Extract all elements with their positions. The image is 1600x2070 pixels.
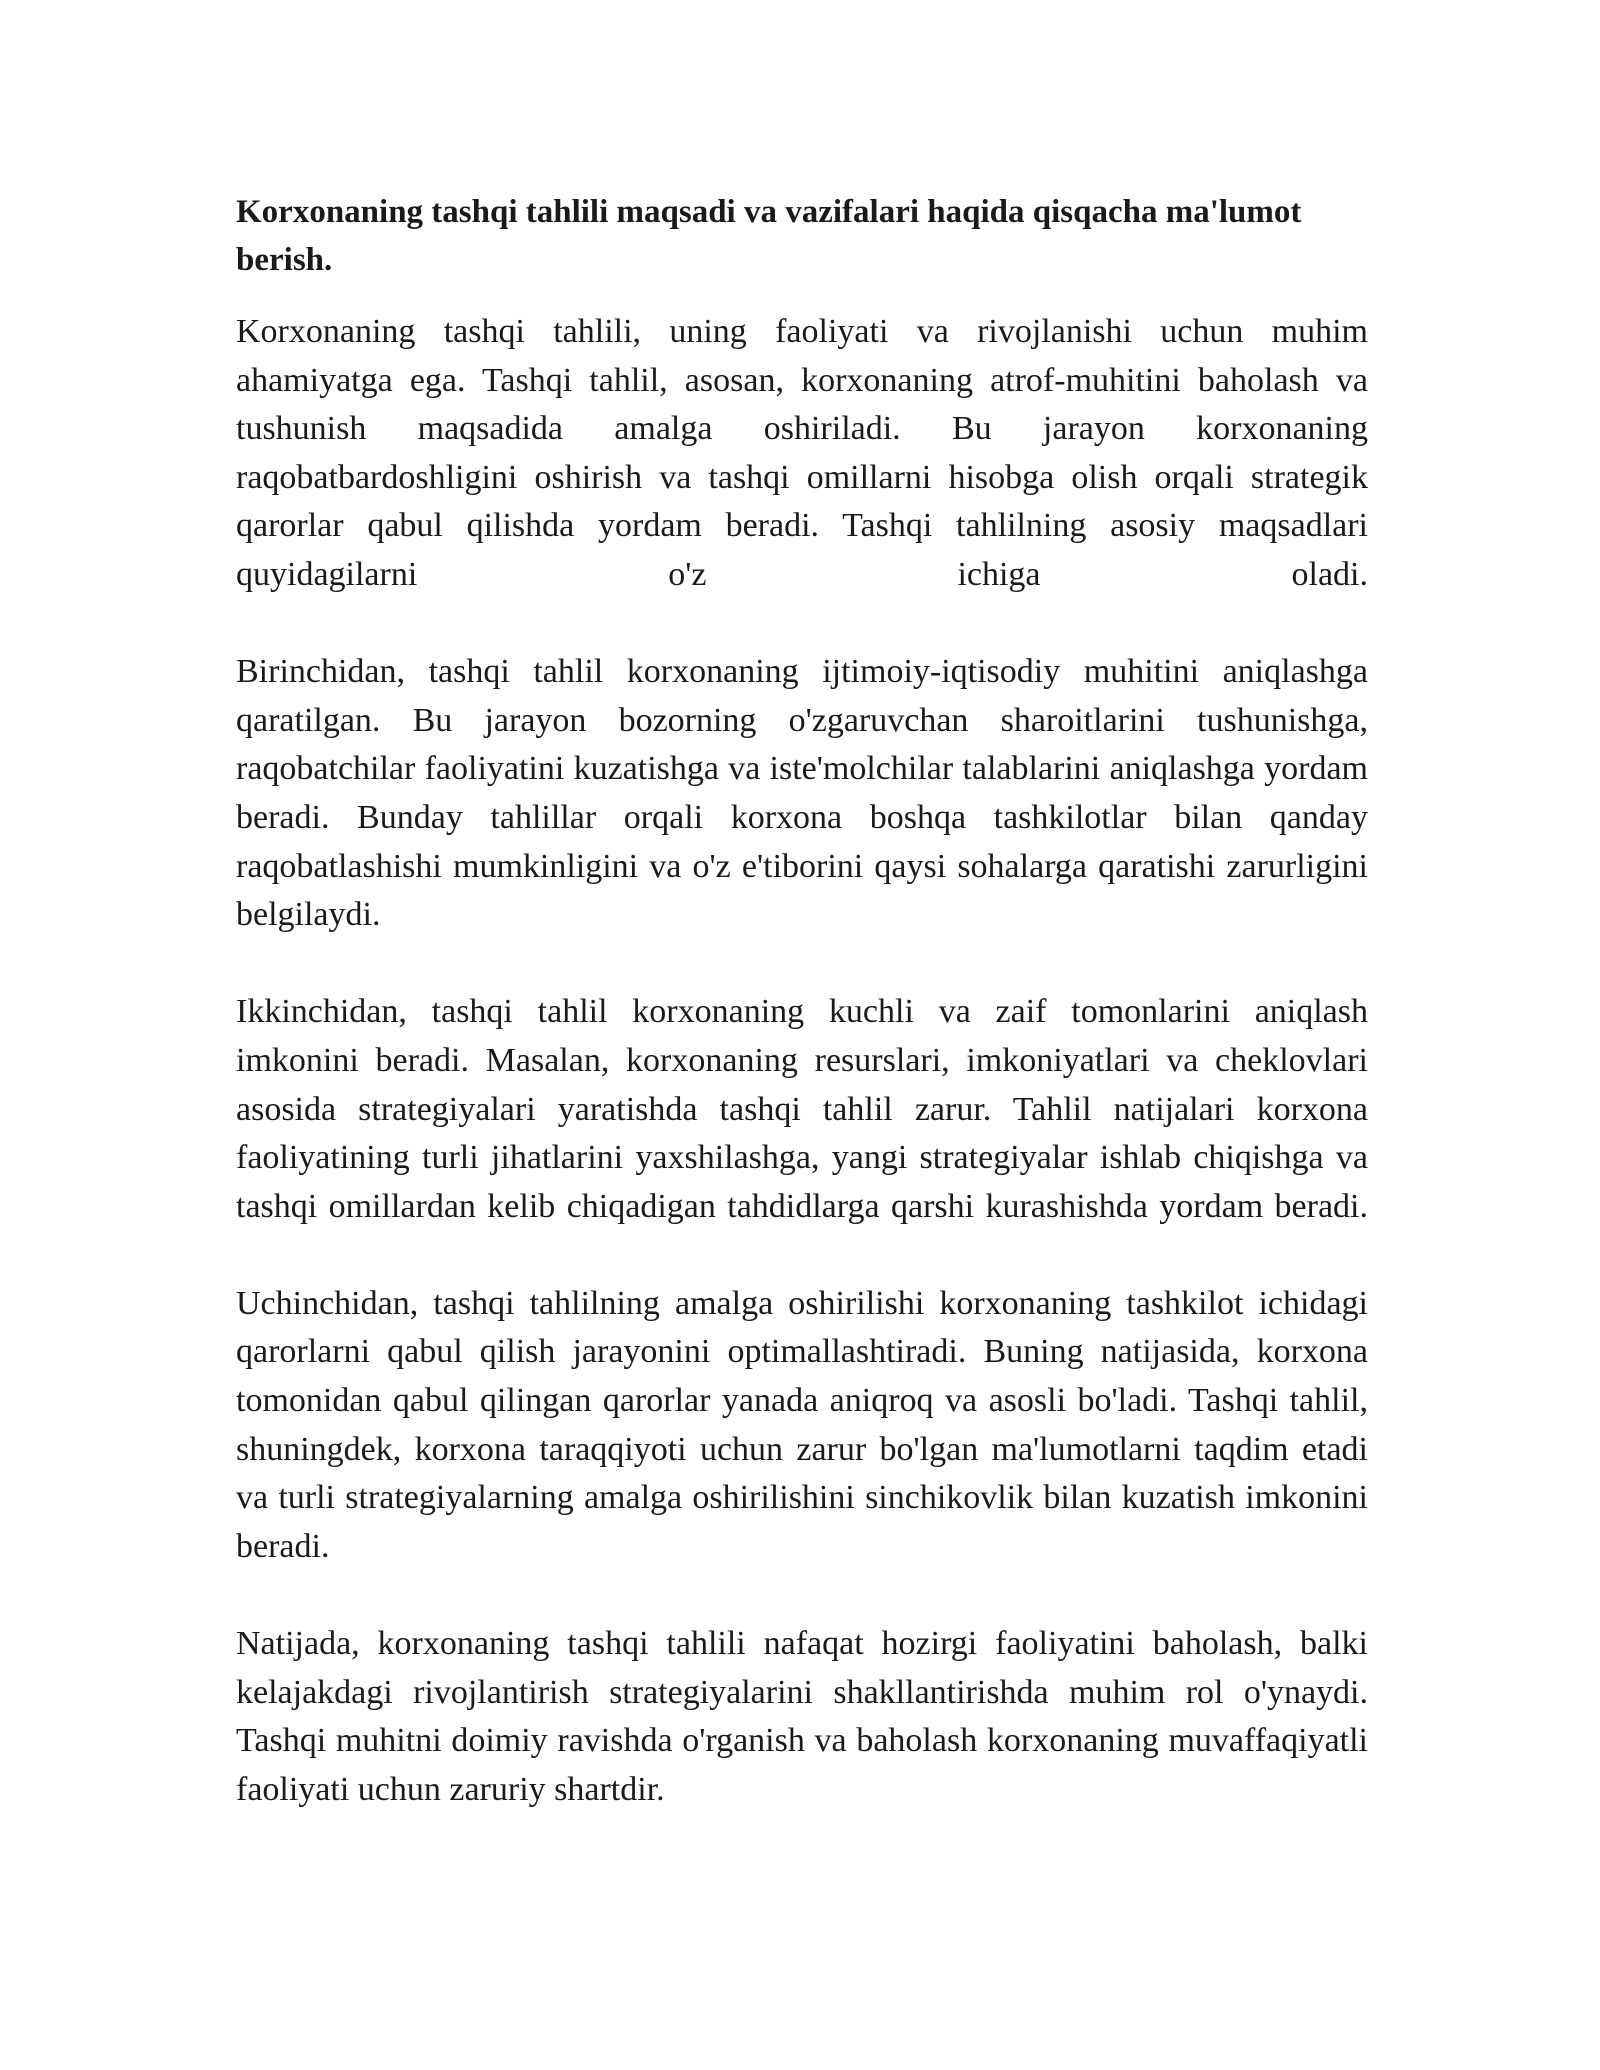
paragraph-third: Uchinchidan, tashqi tahlilning amalga oshirilishi korxonaning tashkilot ichidagi qarorlarni qabul qilish jarayonini optimallashtiradi. Buning natijasida, korxona tomonidan qabul qilingan qarorlar yanada aniqroq va asosli bo'ladi. Tashqi tahlil, shuningdek, korxona taraqqiyoti uchun zarur bo'lgan ma'lumotlarni taqdim etadi va turli strategiyalarning amalga oshirilishini sinchikovlik bilan kuzatish imkonini beradi. <box>236 1284 1368 1565</box>
document-page <box>236 188 1368 1814</box>
document-title: Korxonaning tashqi tahlili maqsadi va vazifalari haqida qisqacha ma'lumot berish. <box>236 194 1302 278</box>
paragraph-conclusion: Natijada, korxonaning tashqi tahlili nafaqat hozirgi faoliyatini baholash, balki kelajakdagi rivojlantirish strategiyalarini shakllantirishda muhim rol o'ynaydi. Tashqi muhitni doimiy ravishda o'rganish va baholash korxonaning muvaffaqiyatli faoliyati uchun zaruriy shartdir. <box>236 1625 1368 1808</box>
paragraph-first: Birinchidan, tashqi tahlil korxonaning ijtimoiy-iqtisodiy muhitini aniqlashga qaratilgan. Bu jarayon bozorning o'zgaruvchan sharoitlarini tushunishga, raqobatchilar faoliyatini kuzatishga va iste'molchilar talablarini aniqlashga yordam beradi. Bunday tahlillar orqali korxona boshqa tashkilotlar bilan qanday raqobatlashishi mumkinligini va o'z e'tiborini qaysi sohalarga qaratishi zarurligini belgilaydi. <box>236 653 1368 934</box>
paragraph-second: Ikkinchidan, tashqi tahlil korxonaning kuchli va zaif tomonlarini aniqlash imkonini beradi. Masalan, korxonaning resurslari, imkoniyatlari va cheklovlari asosida strategiyalari yaratishda tashqi tahlil zarur. Tahlil natijalari korxona faoliyatining turli jihatlarini yaxshilashga, yangi strategiyalar ishlab chiqishga va tashqi omillardan kelib chiqadigan tahdidlarga qarshi kurashishda yordam beradi. <box>236 993 1368 1225</box>
paragraph-intro: Korxonaning tashqi tahlili, uning faoliyati va rivojlanishi uchun muhim ahamiyatga ega. Tashqi tahlil, asosan, korxonaning atrof-muhitini baholash va tushunish maqsadida amalga oshiriladi. Bu jarayon korxonaning raqobatbardoshligini oshirish va tashqi omillarni hisobga olish orqali strategik qarorlar qabul qilishda yordam beradi. Tashqi tahlilning asosiy maqsadlari quyidagilarni o'z ichiga oladi. <box>236 313 1368 593</box>
